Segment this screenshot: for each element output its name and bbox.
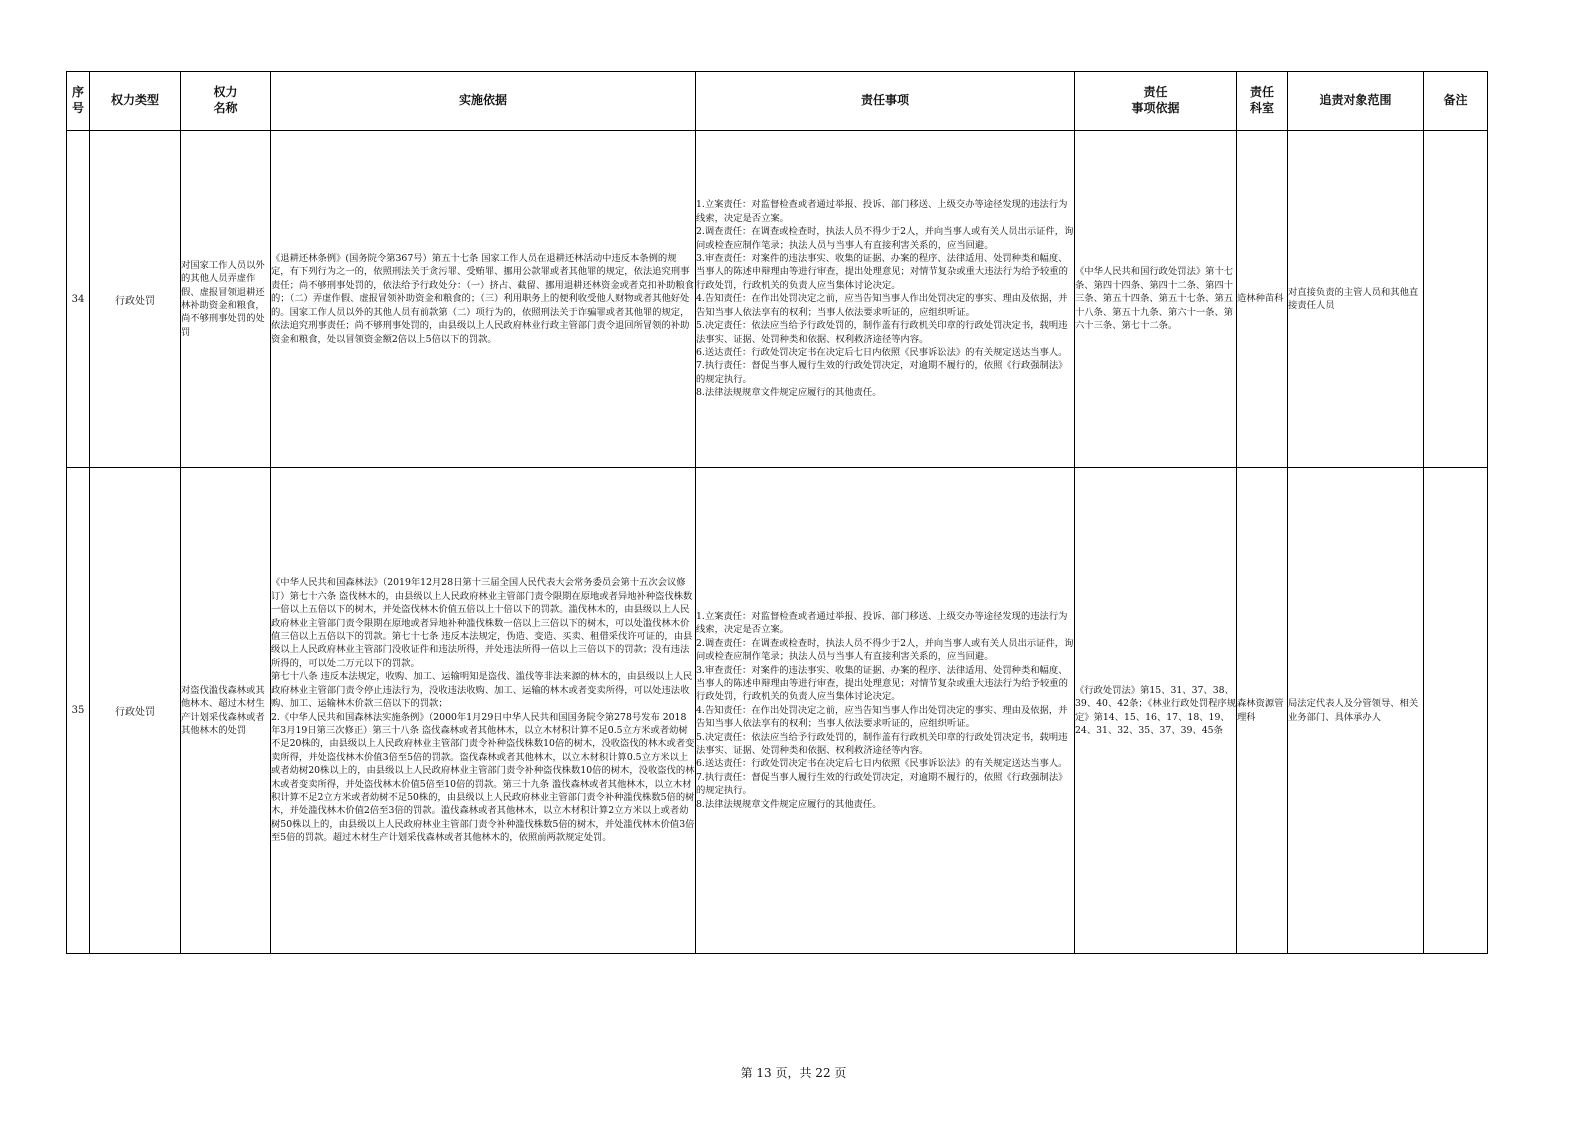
header-note: 备注 xyxy=(1424,72,1488,131)
row-responsibility xyxy=(696,468,1075,954)
responsibility-table xyxy=(66,71,1488,954)
resp-item: 4.告知责任：在作出处罚决定之前，应当告知当事人作出处罚决定的事实、理由及依据，并告知当事人依法享有的权利；当事人依法要求听证的，应组织听证。 xyxy=(696,704,1068,730)
resp-item: 1.立案责任：对监督检查或者通过举报、投诉、部门移送、上级交办等途径发现的违法行为线索，决定是否立案。 xyxy=(696,610,1068,636)
row-responsibility-basis: 《中华人民共和国行政处罚法》第十七条、第四十四条、第四十二条、第四十三条、第五十四条、第五十七条、第五十八条、第五十九条、第六十一条、第六十三条、第七十二条。 xyxy=(1075,131,1237,468)
resp-item: 3.审查责任：对案件的违法事实、收集的证据、办案的程序、法律适用、处罚种类和幅度、当事人的陈述申辩理由等进行审查，提出处理意见；对情节复杂或重大违法行为给予较重的行政处罚，行政机关的负责人应当集体讨论决定。 xyxy=(696,253,1068,291)
resp-item: 5.决定责任：依法应当给予行政处罚的，制作盖有行政机关印章的行政处罚决定书，载明违法事实、证据、处罚种类和依据、权利救济途径等内容。 xyxy=(696,731,1068,757)
header-responsibility: 责任事项 xyxy=(696,72,1075,131)
row-name: 对盗伐滥伐森林或其他林木、超过木材生产计划采伐森林或者其他林木的处罚 xyxy=(181,468,271,954)
resp-item: 3.审查责任：对案件的违法事实、收集的证据、办案的程序、法律适用、处罚种类和幅度、当事人的陈述申辩理由等进行审查，提出处理意见；对情节复杂或重大违法行为给予较重的行政处罚，行政机关的负责人应当集体讨论决定。 xyxy=(696,664,1068,703)
row-basis xyxy=(271,131,696,468)
basis-text: 《中华人民共和国森林法》（2019年12月28日第十三届全国人民代表大会常务委员会第十五次会议修订）第七十六条 盗伐林木的，由县级以上人民政府林业主管部门责令限期在原地或者异地补种盗伐株数一倍以上五倍以下的树木，并处盗伐林木价值五倍以上十倍以下的罚款。滥伐林木的，由县级以上人民政府林业主管部门责令限期在原地或者异地补种滥伐株数一倍以上三倍以下的树木，可以处滥伐林木价值三倍以上五倍以下的罚款。第七十七条 违反本法规定，伪造、变造、买卖、租借采伐许可证的，由县级以上人民政府林业主管部门没收证件和违法所得，并处违法所得一倍以上三倍以下的罚款；没有违法所得的，可以处二万元以下的罚款。 第七十八条 违反本法规定，收购、加工、运输明知是盗伐、滥伐等非法来源的林木的，由县级以上人民政府林业主管部门责令停止违法行为，没收违法收购、加工、运输的林木或者变卖所得，可以处违法收购、加工、运输林木价款三倍以下的罚款； 2.《中华人民共和国森林法实施条例》（2000年1月29日中华人民共和国国务院令第278号发布 2018年3月19日第三次修正）第三十八条 盗伐森林或者其他林木，以立木材积计算不足0.5立方米或者幼树不足20株的，由县级以上人民政府林业主管部门责令补种盗伐株数10倍的树木，没收盗伐的林木或者变卖所得，并处盗伐林木价值3倍至5倍的罚款。盗伐森林或者其他林木，以立木材积计算0.5立方米以上或者幼树20株以上的，由县级以上人民政府林业主管部门责令补种盗伐株数10倍的树木，没收盗伐的林木或者变卖所得，并处盗伐林木价值5倍至10倍的罚款。第三十九条 滥伐森林或者其他林木，以立木材积计算不足2立方米或者幼树不足50株的，由县级以上人民政府林业主管部门责令补种滥伐株数5倍的树木，并处滥伐林木价值2倍至3倍的罚款。滥伐森林或者其他林木，以立木材积计算2立方米以上或者幼树50株以上的，由县级以上人民政府林业主管部门责令补种滥伐株数5倍的树木，并处滥伐林木价值3倍至5倍的罚款。超过木材生产计划采伐森林或者其他林木的，依照前两款规定处罚。 xyxy=(271,577,695,844)
page-footer: 第 13 页，共 22 页 xyxy=(740,1066,847,1080)
resp-item: 7.执行责任：督促当事人履行生效的行政处罚决定，对逾期不履行的，依照《行政强制法》的规定执行。 xyxy=(696,360,1068,385)
row-accountability-scope: 对直接负责的主管人员和其他直接责任人员 xyxy=(1288,131,1424,468)
row-accountability-scope: 局法定代表人及分管领导、相关业务部门、具体承办人 xyxy=(1288,468,1424,954)
row-department: 森林资源管理科 xyxy=(1237,468,1288,954)
resp-item: 2.调查责任：在调查或检查时，执法人员不得少于2人，并向当事人或有关人员出示证件，询问或检查应制作笔录；执法人员与当事人有直接利害关系的，应当回避。 xyxy=(696,637,1074,663)
row-name: 对国家工作人员以外的其他人员弄虚作假、虚报冒领退耕还林补助资金和粮食，尚不够刑事处罚的处罚 xyxy=(181,131,271,468)
resp-item: 8.法律法规规章文件规定应履行的其他责任。 xyxy=(696,798,882,810)
header-department: 责任 科室 xyxy=(1237,72,1288,131)
row-responsibility-basis: 《行政处罚法》第15、31、37、38、39、40、42条；《林业行政处罚程序规定》第14、15、16、17、18、19、24、31、32、35、37、39、45条 xyxy=(1075,468,1237,954)
header-responsibility-basis: 责任 事项依据 xyxy=(1075,72,1237,131)
row-type: 行政处罚 xyxy=(90,131,181,468)
resp-item: 6.送达责任：行政处罚决定书在决定后七日内依照《民事诉讼法》的有关规定送达当事人。 xyxy=(696,758,1068,770)
resp-item: 6.送达责任：行政处罚决定书在决定后七日内依照《民事诉讼法》的有关规定送达当事人。 xyxy=(696,346,1068,358)
resp-item: 8.法律法规规章文件规定应履行的其他责任。 xyxy=(696,387,882,399)
row-basis xyxy=(271,468,696,954)
resp-item: 7.执行责任：督促当事人履行生效的行政处罚决定，对逾期不履行的，依照《行政强制法》的规定执行。 xyxy=(696,771,1068,797)
resp-item: 1.立案责任：对监督检查或者通过举报、投诉、部门移送、上级交办等途径发现的违法行为线索，决定是否立案。 xyxy=(696,199,1068,224)
header-basis: 实施依据 xyxy=(271,72,696,131)
header-accountability-scope: 追责对象范围 xyxy=(1288,72,1424,131)
row-department: 造林种苗科 xyxy=(1237,131,1288,468)
resp-item: 4.告知责任：在作出处罚决定之前，应当告知当事人作出处罚决定的事实、理由及依据，并告知当事人依法享有的权利；当事人依法要求听证的，应组织听证。 xyxy=(696,293,1068,318)
resp-item: 5.决定责任：依法应当给予行政处罚的，制作盖有行政机关印章的行政处罚决定书，载明违法事实、证据、处罚种类和依据、权利救济途径等内容。 xyxy=(696,320,1068,345)
table-row xyxy=(67,468,1488,954)
table-header-row xyxy=(67,72,1488,131)
row-no: 35 xyxy=(67,468,90,954)
header-type: 权力类型 xyxy=(90,72,181,131)
row-responsibility xyxy=(696,131,1075,468)
row-note xyxy=(1424,468,1488,954)
header-no: 序 号 xyxy=(67,72,90,131)
row-note xyxy=(1424,131,1488,468)
header-name: 权力 名称 xyxy=(181,72,271,131)
table-row xyxy=(67,131,1488,468)
resp-item: 2.调查责任：在调查或检查时，执法人员不得少于2人，并向当事人或有关人员出示证件，询问或检查应制作笔录；执法人员与当事人有直接利害关系的，应当回避。 xyxy=(696,226,1074,251)
row-no: 34 xyxy=(67,131,90,468)
basis-text: 《退耕还林条例》(国务院令第367号）第五十七条 国家工作人员在退耕还林活动中违反本条例的规定，有下列行为之一的，依照刑法关于贪污罪、受贿罪、挪用公款罪或者其他罪的规定，依法追究刑事责任；尚不够刑事处罚的，依法给予行政处分：（一）挤占、截留、挪用退耕还林资金或者克扣补助粮食的；（二）弄虚作假、虚报冒领补助资金和粮食的；（三）利用职务上的便利收受他人财物或者其他好处的。国家工作人员以外的其他人员有前款第（二）项行为的，依照刑法关于诈骗罪或者其他罪的规定，依法追究刑事责任；尚不够刑事处罚的，由县级以上人民政府林业行政主管部门责令退回所冒领的补助资金和粮食，处以冒领资金额2倍以上5倍以下的罚款。 xyxy=(271,253,695,345)
row-type: 行政处罚 xyxy=(90,468,181,954)
